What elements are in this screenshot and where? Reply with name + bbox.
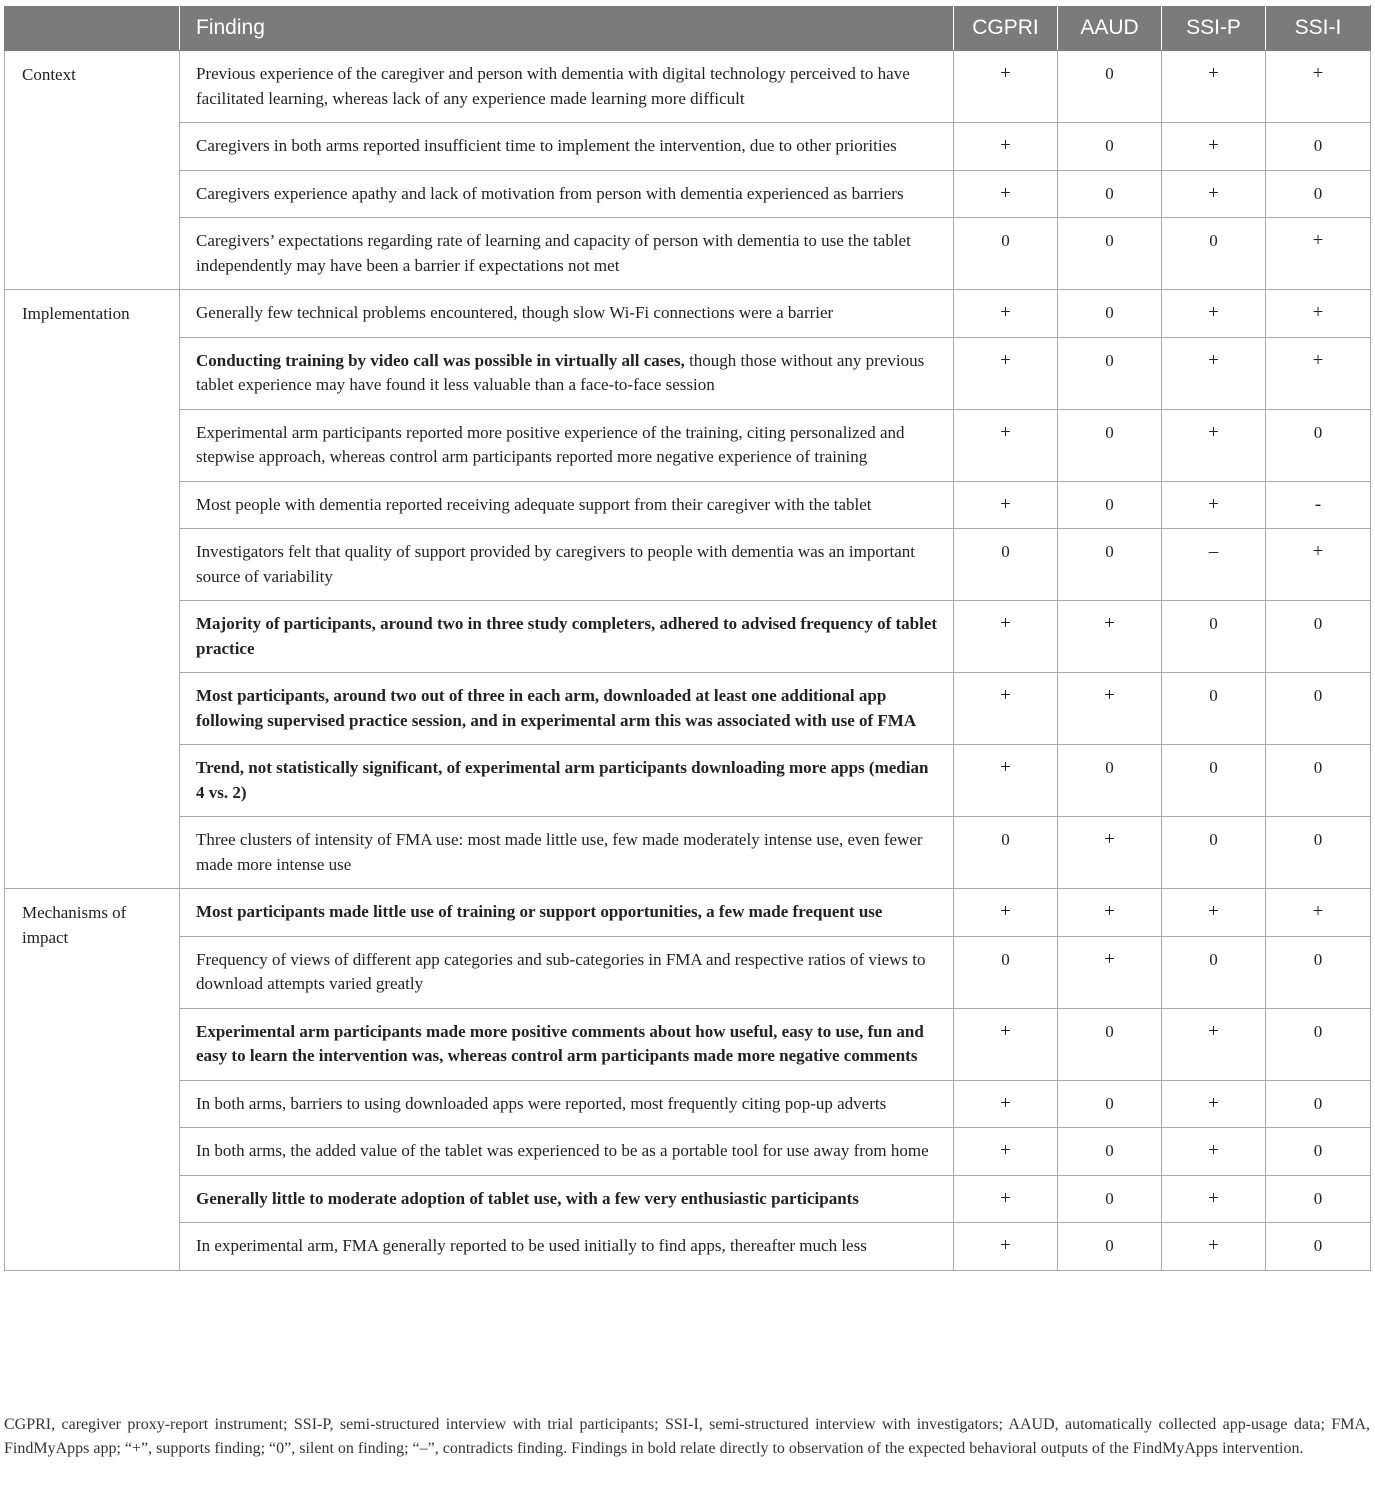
finding-cell: Frequency of views of different app categories and sub-categories in FMA and respective ratios of views to download attempts varied greatly: [180, 936, 954, 1008]
evidence-aaud: 0: [1058, 481, 1162, 529]
evidence-ssi-p: +: [1162, 170, 1266, 218]
evidence-ssi-p: +: [1162, 1008, 1266, 1080]
table-row: [5, 170, 1371, 218]
evidence-aaud: 0: [1058, 529, 1162, 601]
table-row: [5, 601, 1371, 673]
evidence-aaud: 0: [1058, 51, 1162, 123]
evidence-ssi-i: 0: [1266, 1008, 1371, 1080]
table-row: [5, 673, 1371, 745]
finding-cell: Three clusters of intensity of FMA use: most made little use, few made moderately intense use, even fewer made more intense use: [180, 817, 954, 889]
evidence-cgpri: +: [954, 673, 1058, 745]
evidence-ssi-i: 0: [1266, 1080, 1371, 1128]
evidence-aaud: 0: [1058, 1008, 1162, 1080]
header-section-column: [5, 6, 180, 51]
evidence-ssi-i: -: [1266, 481, 1371, 529]
evidence-cgpri: +: [954, 290, 1058, 338]
table-row: [5, 936, 1371, 1008]
evidence-cgpri: +: [954, 170, 1058, 218]
header-ssi-p: SSI-P: [1162, 6, 1266, 51]
evidence-ssi-i: 0: [1266, 601, 1371, 673]
finding-cell: Experimental arm participants made more positive comments about how useful, easy to use, fun and easy to learn the intervention was, whereas control arm participants made more negative comments: [180, 1008, 954, 1080]
finding-cell: Experimental arm participants reported more positive experience of the training, citing personalized and stepwise approach, whereas control arm participants reported more negative experience of training: [180, 409, 954, 481]
table-row: [5, 745, 1371, 817]
table-row: [5, 1080, 1371, 1128]
evidence-ssi-p: 0: [1162, 673, 1266, 745]
finding-cell: Caregivers in both arms reported insufficient time to implement the intervention, due to other priorities: [180, 123, 954, 171]
evidence-cgpri: +: [954, 337, 1058, 409]
evidence-ssi-p: +: [1162, 51, 1266, 123]
evidence-ssi-p: +: [1162, 337, 1266, 409]
evidence-cgpri: +: [954, 745, 1058, 817]
evidence-cgpri: +: [954, 51, 1058, 123]
finding-text: though those without any previous tablet experience may have found it less valuable than a face-to-face session: [196, 350, 925, 394]
table-row: [5, 218, 1371, 290]
finding-bold-text: Conducting training by video call was possible in virtually all cases,: [196, 350, 685, 370]
evidence-ssi-p: +: [1162, 1128, 1266, 1176]
table-row: [5, 290, 1371, 338]
table-footnote: CGPRI, caregiver proxy-report instrument; SSI-P, semi-structured interview with trial participants; SSI-I, semi-structured interview with investigators; AAUD, automatically collected app-usage data; FMA, FindMyApps app; “+”, supports finding; “0”, silent on finding; “–”, contradicts finding. Findings in bold relate directly to observation of the expected behavioral outputs of the FindMyApps intervention.: [4, 1416, 1370, 1457]
evidence-ssi-p: 0: [1162, 936, 1266, 1008]
evidence-cgpri: 0: [954, 936, 1058, 1008]
header-ssi-i: SSI-I: [1266, 6, 1371, 51]
evidence-ssi-i: +: [1266, 337, 1371, 409]
evidence-ssi-p: +: [1162, 1080, 1266, 1128]
finding-cell: In both arms, the added value of the tablet was experienced to be as a portable tool for use away from home: [180, 1128, 954, 1176]
finding-cell: Most people with dementia reported receiving adequate support from their caregiver with the tablet: [180, 481, 954, 529]
evidence-ssi-p: +: [1162, 481, 1266, 529]
evidence-ssi-i: +: [1266, 290, 1371, 338]
evidence-aaud: +: [1058, 673, 1162, 745]
header-finding: Finding: [180, 6, 954, 51]
table-row: [5, 1008, 1371, 1080]
evidence-ssi-p: +: [1162, 889, 1266, 937]
evidence-ssi-i: +: [1266, 889, 1371, 937]
evidence-ssi-i: 0: [1266, 745, 1371, 817]
table-row: [5, 51, 1371, 123]
evidence-cgpri: +: [954, 123, 1058, 171]
evidence-ssi-p: +: [1162, 290, 1266, 338]
evidence-ssi-p: +: [1162, 1223, 1266, 1271]
evidence-ssi-i: 0: [1266, 1128, 1371, 1176]
table-row: [5, 1175, 1371, 1223]
section-label: Mechanisms of impact: [5, 889, 180, 1271]
section-label: Context: [5, 51, 180, 290]
evidence-cgpri: +: [954, 889, 1058, 937]
evidence-aaud: 0: [1058, 218, 1162, 290]
evidence-cgpri: 0: [954, 817, 1058, 889]
table-body: [5, 51, 1371, 1271]
evidence-ssi-p: 0: [1162, 601, 1266, 673]
table-row: [5, 409, 1371, 481]
evidence-ssi-i: +: [1266, 529, 1371, 601]
finding-cell: Most participants, around two out of three in each arm, downloaded at least one additional app following supervised practice session, and in experimental arm this was associated with use of FMA: [180, 673, 954, 745]
finding-cell: Previous experience of the caregiver and person with dementia with digital technology perceived to have facilitated learning, whereas lack of any experience made learning more difficult: [180, 51, 954, 123]
finding-cell: Most participants made little use of training or support opportunities, a few made frequent use: [180, 889, 954, 937]
finding-cell: Generally little to moderate adoption of tablet use, with a few very enthusiastic participants: [180, 1175, 954, 1223]
evidence-ssi-i: 0: [1266, 1223, 1371, 1271]
evidence-ssi-p: 0: [1162, 218, 1266, 290]
table-row: [5, 123, 1371, 171]
evidence-ssi-p: 0: [1162, 745, 1266, 817]
table-row: [5, 481, 1371, 529]
table-header: [5, 6, 1371, 51]
evidence-ssi-i: 0: [1266, 123, 1371, 171]
evidence-ssi-p: +: [1162, 123, 1266, 171]
evidence-aaud: 0: [1058, 1128, 1162, 1176]
evidence-aaud: 0: [1058, 745, 1162, 817]
evidence-cgpri: 0: [954, 218, 1058, 290]
evidence-ssi-i: 0: [1266, 1175, 1371, 1223]
header-cgpri: CGPRI: [954, 6, 1058, 51]
evidence-aaud: +: [1058, 936, 1162, 1008]
evidence-aaud: 0: [1058, 1223, 1162, 1271]
evidence-ssi-i: 0: [1266, 673, 1371, 745]
evidence-ssi-p: –: [1162, 529, 1266, 601]
table-row: [5, 1128, 1371, 1176]
finding-cell: Caregivers’ expectations regarding rate of learning and capacity of person with dementia to use the tablet independently may have been a barrier if expectations not met: [180, 218, 954, 290]
evidence-ssi-p: +: [1162, 1175, 1266, 1223]
header-row: [5, 6, 1371, 51]
evidence-ssi-p: +: [1162, 409, 1266, 481]
finding-cell: Majority of participants, around two in three study completers, adhered to advised frequency of tablet practice: [180, 601, 954, 673]
finding-cell: In both arms, barriers to using downloaded apps were reported, most frequently citing pop-up adverts: [180, 1080, 954, 1128]
finding-cell: Investigators felt that quality of support provided by caregivers to people with dementia was an important source of variability: [180, 529, 954, 601]
evidence-aaud: 0: [1058, 409, 1162, 481]
evidence-cgpri: 0: [954, 529, 1058, 601]
header-aaud: AAUD: [1058, 6, 1162, 51]
finding-cell: In experimental arm, FMA generally reported to be used initially to find apps, thereafter much less: [180, 1223, 954, 1271]
evidence-cgpri: +: [954, 409, 1058, 481]
evidence-cgpri: +: [954, 601, 1058, 673]
evidence-ssi-i: +: [1266, 51, 1371, 123]
findings-table: [4, 5, 1371, 1271]
evidence-ssi-p: 0: [1162, 817, 1266, 889]
evidence-aaud: 0: [1058, 123, 1162, 171]
evidence-cgpri: +: [954, 1175, 1058, 1223]
table-row: [5, 817, 1371, 889]
evidence-cgpri: +: [954, 481, 1058, 529]
evidence-cgpri: +: [954, 1128, 1058, 1176]
evidence-aaud: 0: [1058, 290, 1162, 338]
evidence-ssi-i: +: [1266, 218, 1371, 290]
finding-cell: Trend, not statistically significant, of experimental arm participants downloading more apps (median 4 vs. 2): [180, 745, 954, 817]
evidence-aaud: +: [1058, 817, 1162, 889]
table-row: [5, 1223, 1371, 1271]
finding-cell: [180, 337, 954, 409]
finding-cell: Generally few technical problems encountered, though slow Wi-Fi connections were a barrier: [180, 290, 954, 338]
evidence-ssi-i: 0: [1266, 817, 1371, 889]
evidence-cgpri: +: [954, 1008, 1058, 1080]
evidence-ssi-i: 0: [1266, 936, 1371, 1008]
evidence-cgpri: +: [954, 1080, 1058, 1128]
evidence-aaud: 0: [1058, 170, 1162, 218]
table-row: [5, 529, 1371, 601]
evidence-aaud: 0: [1058, 1080, 1162, 1128]
evidence-ssi-i: 0: [1266, 170, 1371, 218]
evidence-ssi-i: 0: [1266, 409, 1371, 481]
evidence-cgpri: +: [954, 1223, 1058, 1271]
finding-cell: Caregivers experience apathy and lack of motivation from person with dementia experienced as barriers: [180, 170, 954, 218]
table-row: [5, 889, 1371, 937]
evidence-aaud: +: [1058, 601, 1162, 673]
evidence-aaud: 0: [1058, 337, 1162, 409]
evidence-aaud: 0: [1058, 1175, 1162, 1223]
section-label: Implementation: [5, 290, 180, 889]
evidence-aaud: +: [1058, 889, 1162, 937]
table-row: [5, 337, 1371, 409]
